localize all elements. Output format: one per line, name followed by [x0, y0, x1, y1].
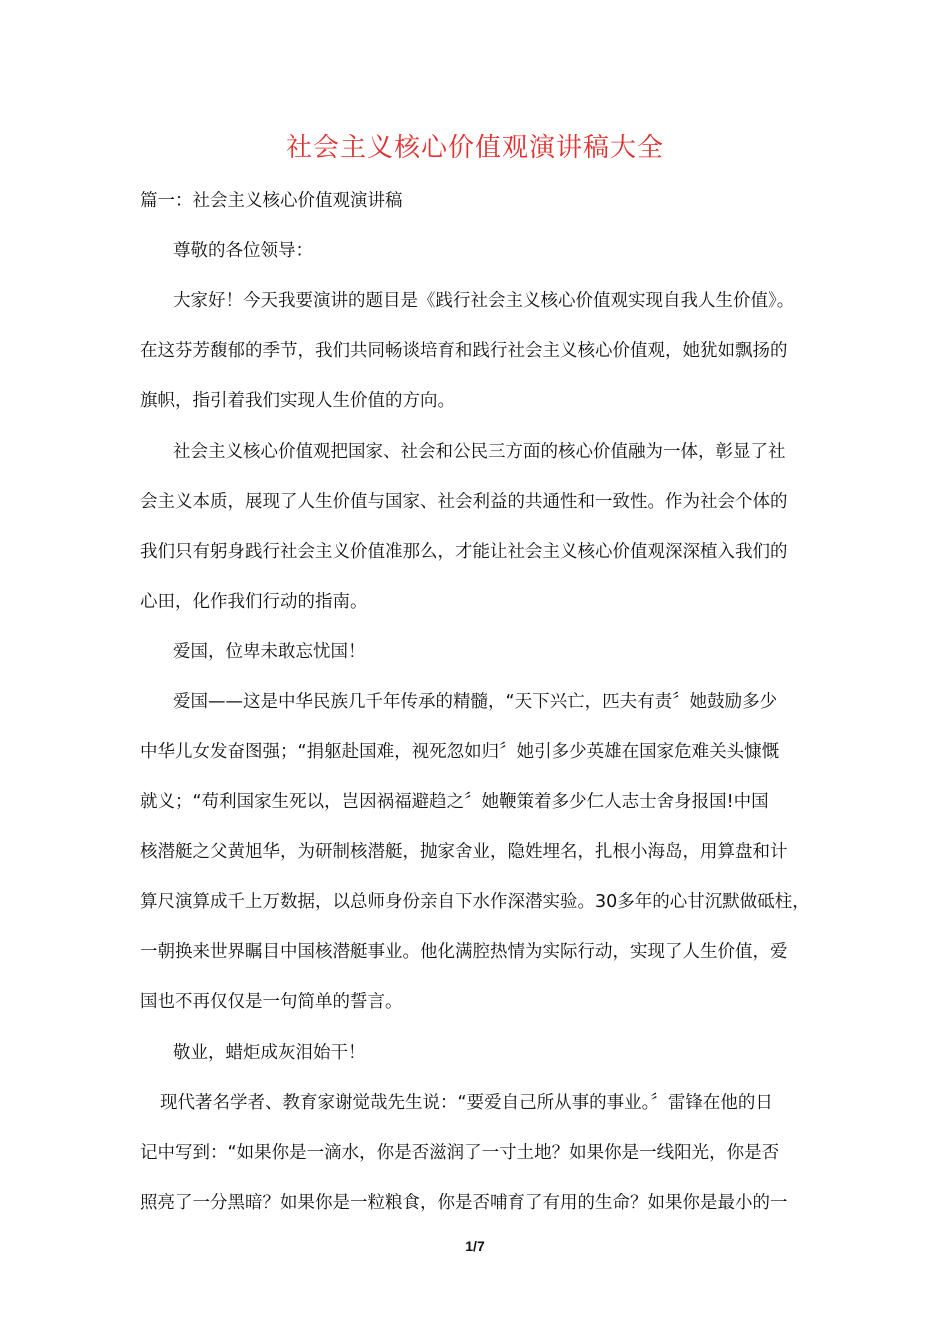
paragraph-line: 我们只有躬身践行社会主义价值准那么，才能让社会主义核心价值观深深植入我们的 [140, 542, 788, 562]
paragraph-line: 一朝换来世界瞩目中国核潜艇事业。他化满腔热情为实际行动，实现了人生价值，爱 [140, 942, 788, 962]
page-number: 1/7 [465, 1238, 485, 1254]
paragraph-line: 国也不再仅仅是一句简单的誓言。 [140, 992, 403, 1012]
paragraph-line: 中华儿女发奋图强；“捐躯赴国难，视死忽如归〞她引多少英雄在国家危难关头慷慨 [140, 742, 780, 762]
paragraph-line: 记中写到：“如果你是一滴水，你是否滋润了一寸土地？如果你是一线阳光，你是否 [140, 1143, 780, 1163]
subheading: 爱国，位卑未敢忘忧国！ [173, 642, 366, 662]
paragraph-line: 旗帜，指引着我们实现人生价值的方向。 [140, 391, 455, 411]
paragraph-line: 爱国——这是中华民族几千年传承的精髓，“天下兴亡，匹夫有责〞她鼓励多少 [173, 692, 778, 712]
paragraph-line: 就义；“苟利国家生死以，岂因祸福避趋之〞她鞭策着多少仁人志士舍身报国!中国 [140, 792, 769, 812]
subheading: 敬业，蜡炬成灰泪始干！ [173, 1043, 366, 1063]
paragraph-line: 核潜艇之父黄旭华，为研制核潜艇，抛家舍业，隐姓埋名，扎根小海岛，用算盘和计 [140, 842, 788, 862]
paragraph-line: 社会主义核心价值观把国家、社会和公民三方面的核心价值融为一体，彰显了社 [173, 442, 786, 462]
paragraph-line: 在这芬芳馥郁的季节，我们共同畅谈培育和践行社会主义核心价值观，她犹如飘扬的 [140, 341, 788, 361]
paragraph-line: 算尺演算成千上万数据，以总师身份亲自下水作深潜实验。30多年的心甘沉默做砥柱， [140, 892, 810, 912]
paragraph-line: 心田，化作我们行动的指南。 [140, 592, 368, 612]
paragraph-line: 照亮了一分黑暗？如果你是一粒粮食，你是否哺育了有用的生命？如果你是最小的一 [140, 1193, 788, 1213]
document-title: 社会主义核心价值观演讲稿大全 [285, 133, 664, 163]
paragraph-line: 大家好！今天我要演讲的题目是《践行社会主义核心价值观实现自我人生价值》。 [173, 291, 795, 311]
section-heading: 篇一：社会主义核心价值观演讲稿 [140, 191, 403, 211]
paragraph-line: 会主义本质，展现了人生价值与国家、社会利益的共通性和一致性。作为社会个体的 [140, 492, 788, 512]
paragraph-line: 现代著名学者、教育家谢觉哉先生说：“要爱自己所从事的事业。〞雷锋在他的日 [160, 1093, 773, 1113]
salutation: 尊敬的各位领导： [173, 241, 313, 261]
